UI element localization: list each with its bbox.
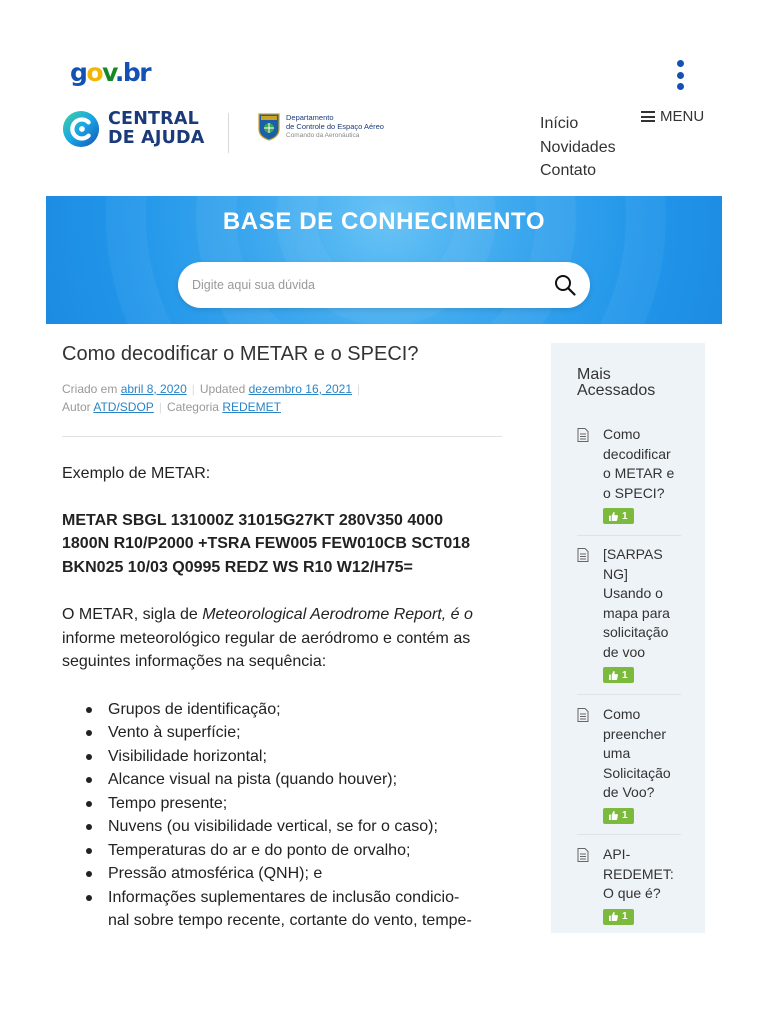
sidebar-link-line: o METAR e bbox=[603, 465, 675, 481]
document-icon bbox=[577, 708, 589, 722]
sidebar-title-line: Mais bbox=[577, 366, 611, 383]
sidebar-link-line: solicitação bbox=[603, 624, 669, 640]
sidebar-item bbox=[577, 845, 681, 926]
document-icon bbox=[577, 428, 589, 442]
hamburger-icon bbox=[641, 111, 655, 122]
dept-line-3: Comando da Aeronáutica bbox=[286, 132, 360, 139]
sidebar-item-link[interactable] bbox=[603, 845, 681, 904]
article-divider bbox=[62, 436, 502, 437]
sidebar-item bbox=[577, 705, 681, 825]
list-item: Grupos de identificação; bbox=[62, 698, 502, 722]
metar-line: BKN025 10/03 Q0995 REDZ WS R10 W12/H75= bbox=[62, 558, 413, 576]
author-label: Autor bbox=[62, 400, 91, 414]
info-list bbox=[62, 698, 502, 933]
intro-paragraph: Exemplo de METAR: bbox=[62, 465, 211, 482]
meta-divider: | bbox=[191, 382, 195, 396]
category-link[interactable]: REDEMET bbox=[222, 400, 281, 414]
description-italic: Meteorological Aerodrome Report, é o bbox=[202, 606, 473, 623]
like-badge[interactable] bbox=[603, 808, 634, 824]
meta-divider: | bbox=[158, 400, 162, 414]
search-icon[interactable] bbox=[554, 274, 576, 296]
sidebar-link-line: Como bbox=[603, 706, 641, 722]
govbr-logo-v: v bbox=[102, 58, 115, 87]
sidebar-link-line: REDEMET: bbox=[603, 865, 674, 882]
knowledge-base-banner bbox=[46, 196, 722, 324]
nav-contato[interactable]: Contato bbox=[540, 162, 597, 179]
list-item-line: nal sobre tempo recente, cortante do vento, tempe- bbox=[108, 912, 472, 929]
sidebar-divider bbox=[577, 694, 681, 695]
sidebar-divider bbox=[577, 535, 681, 536]
description-line bbox=[62, 603, 502, 627]
sidebar-link-line: [SARPAS bbox=[603, 546, 663, 562]
metar-line: 1800N R10/P2000 +TSRA FEW005 FEW010CB SCT018 bbox=[62, 535, 471, 552]
meta-line-1 bbox=[62, 380, 502, 398]
metar-example bbox=[62, 509, 502, 580]
dept-line-2: de Controle do Espaço Aéreo bbox=[286, 122, 384, 131]
created-date-link[interactable]: abril 8, 2020 bbox=[120, 382, 187, 396]
metar-line: METAR SBGL 131000Z 31015G27KT 280V350 4000 bbox=[62, 511, 443, 529]
top-navigation bbox=[540, 112, 616, 183]
list-item: Nuvens (ou visibilidade vertical, se for o caso); bbox=[62, 815, 502, 839]
document-icon bbox=[577, 548, 589, 562]
central-de-ajuda-logo[interactable] bbox=[62, 110, 205, 148]
description-paragraph bbox=[62, 603, 502, 674]
decea-text bbox=[286, 113, 384, 140]
like-badge[interactable] bbox=[603, 909, 634, 925]
sidebar-link-line: mapa para bbox=[603, 604, 670, 621]
sidebar-link-line: de voo bbox=[603, 643, 646, 660]
brand-line-2: DE AJUDA bbox=[108, 128, 205, 148]
sidebar-link-line: Como bbox=[603, 426, 641, 442]
govbr-logo-dot: . bbox=[114, 58, 123, 87]
sidebar-item bbox=[577, 425, 681, 526]
like-count: 1 bbox=[622, 810, 628, 821]
sidebar-item-link[interactable] bbox=[603, 545, 681, 662]
sidebar-item-link[interactable] bbox=[603, 705, 681, 803]
thumbs-up-icon bbox=[609, 671, 618, 680]
description-line: informe meteorológico regular de aeródromo e contém as bbox=[62, 629, 471, 647]
sidebar-item bbox=[577, 545, 681, 685]
govbr-logo-o: o bbox=[86, 58, 103, 87]
sidebar-title-line: Acessados bbox=[577, 382, 656, 399]
sidebar-title bbox=[577, 367, 655, 399]
govbr-logo-g: g bbox=[70, 58, 87, 87]
list-item: Visibilidade horizontal; bbox=[62, 745, 502, 769]
like-count: 1 bbox=[622, 510, 628, 522]
sidebar-link-line: API- bbox=[603, 846, 631, 862]
nav-novidades[interactable]: Novidades bbox=[540, 138, 616, 156]
sidebar-link-line: Solicitação bbox=[603, 764, 671, 781]
decea-seal-icon bbox=[258, 113, 280, 141]
list-item bbox=[62, 886, 502, 933]
description-lead: O METAR, sigla de bbox=[62, 606, 203, 623]
like-count: 1 bbox=[622, 911, 628, 922]
like-count: 1 bbox=[622, 669, 628, 681]
nav-inicio[interactable]: Início bbox=[540, 115, 579, 132]
search-box bbox=[178, 262, 590, 308]
menu-button[interactable] bbox=[641, 108, 704, 125]
sidebar-link-line: decodificar bbox=[603, 445, 671, 462]
category-label: Categoria bbox=[166, 400, 219, 414]
sidebar-link-line: O que é? bbox=[603, 885, 661, 901]
sidebar-link-line: de Voo? bbox=[603, 784, 655, 800]
banner-title: BASE DE CONHECIMENTO bbox=[222, 208, 546, 235]
sidebar-link-line: preencher bbox=[603, 725, 667, 742]
most-accessed-sidebar bbox=[551, 343, 705, 933]
sidebar-link-line: Usando o bbox=[603, 585, 663, 601]
list-item: Temperaturas do ar e do ponto de orvalho; bbox=[62, 839, 502, 863]
article bbox=[62, 340, 502, 933]
list-item: Vento à superfície; bbox=[62, 721, 502, 745]
sidebar-link-line: o SPECI? bbox=[603, 484, 665, 501]
document-icon bbox=[577, 848, 589, 862]
sidebar-link-line: NG] bbox=[603, 565, 628, 582]
like-badge[interactable] bbox=[603, 508, 634, 524]
article-title: Como decodificar o METAR e o SPECI? bbox=[62, 343, 419, 365]
meta-divider: | bbox=[357, 382, 361, 396]
sidebar-item-link[interactable] bbox=[603, 425, 681, 503]
more-options-icon[interactable] bbox=[673, 60, 687, 90]
header-divider bbox=[228, 113, 229, 153]
brand-name bbox=[108, 110, 205, 148]
thumbs-up-icon bbox=[609, 512, 618, 521]
brand-line-1: CENTRAL bbox=[108, 109, 199, 129]
created-label: Criado em bbox=[62, 382, 118, 396]
article-meta bbox=[62, 380, 502, 416]
decea-logo[interactable] bbox=[258, 113, 384, 141]
menu-label: MENU bbox=[660, 108, 705, 125]
meta-line-2 bbox=[62, 398, 502, 416]
govbr-logo-br: br bbox=[122, 58, 151, 87]
govbr-logo[interactable] bbox=[70, 58, 150, 87]
central-de-ajuda-icon bbox=[62, 110, 100, 148]
list-item-line: Informações suplementares de inclusão condicio- bbox=[108, 888, 460, 906]
updated-date-link[interactable]: dezembro 16, 2021 bbox=[248, 382, 352, 396]
list-item: Pressão atmosférica (QNH); e bbox=[62, 862, 502, 886]
updated-label: Updated bbox=[199, 382, 246, 396]
thumbs-up-icon bbox=[609, 912, 618, 921]
list-item: Alcance visual na pista (quando houver); bbox=[62, 768, 502, 792]
list-item: Tempo presente; bbox=[62, 792, 502, 816]
like-badge[interactable] bbox=[603, 667, 634, 683]
thumbs-up-icon bbox=[609, 811, 618, 820]
dept-line-1: Departamento bbox=[286, 113, 334, 122]
search-input[interactable] bbox=[192, 270, 542, 300]
sidebar-link-line: uma bbox=[603, 745, 631, 761]
sidebar-divider bbox=[577, 834, 681, 835]
author-link[interactable]: ATD/SDOP bbox=[93, 400, 154, 414]
description-line: seguintes informações na sequência: bbox=[62, 653, 327, 670]
